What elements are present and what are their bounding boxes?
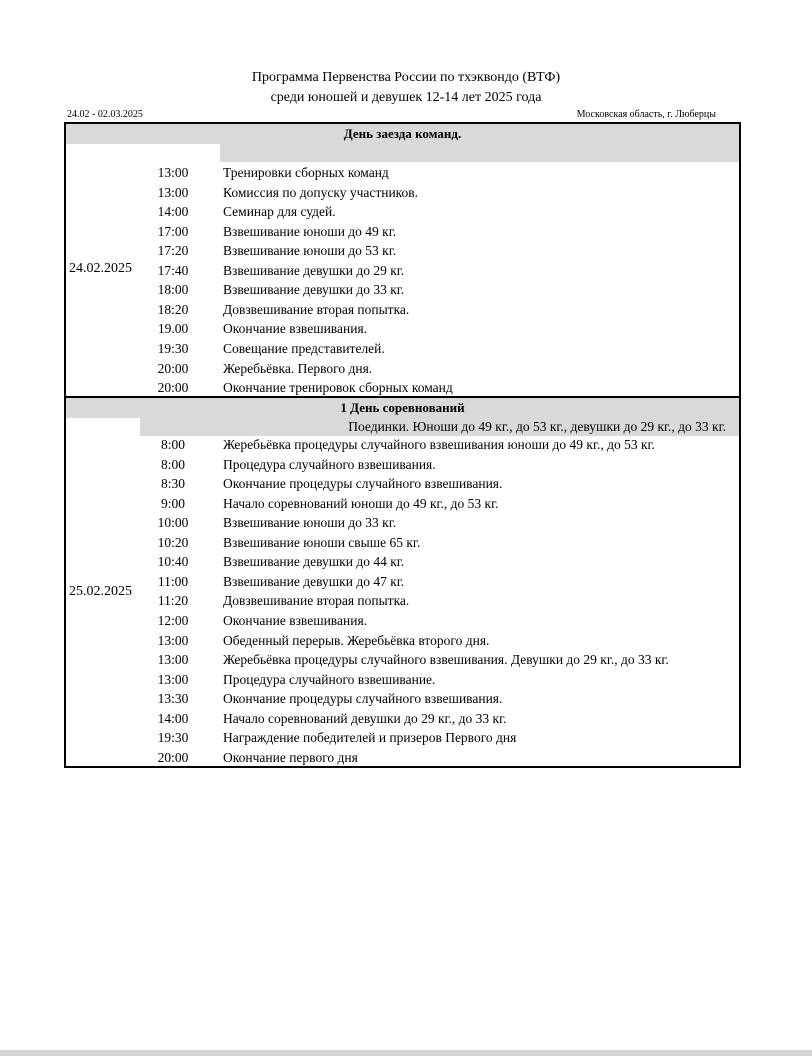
day2-subtitle: Поединки. Юноши до 49 кг., до 53 кг., девушки до 29 кг., до 33 кг. (348, 419, 726, 434)
event-description: Взвешивание юноши до 53 кг. (223, 243, 397, 259)
schedule-row (66, 476, 739, 496)
schedule-row (66, 652, 739, 672)
schedule-row (66, 633, 739, 653)
event-time: 18:20 (157, 301, 189, 317)
event-description: Совещание представителей. (223, 340, 385, 356)
event-description: Начало соревнований юноши до 49 кг., до 53 кг. (223, 495, 499, 511)
event-time: 14:00 (157, 204, 189, 220)
schedule-row (66, 263, 739, 283)
event-time: 8:00 (160, 456, 185, 472)
schedule-row (66, 243, 739, 263)
event-description: Взвешивание девушки до 44 кг. (223, 554, 405, 570)
event-time: 10:20 (157, 534, 189, 550)
event-description: Окончание взвешивания. (223, 321, 368, 337)
schedule-row (66, 204, 739, 224)
event-description: Окончание тренировок сборных команд (223, 380, 453, 396)
event-description: Обеденный перерыв. Жеребьёвка второго дня. (223, 632, 490, 648)
schedule-row (66, 613, 739, 633)
event-description: Довзвешивание вторая попытка. (223, 593, 410, 609)
event-time: 17:00 (157, 223, 189, 239)
schedule-row (66, 496, 739, 516)
schedule-row (66, 750, 739, 770)
event-time: 11:00 (157, 573, 189, 589)
schedule-row (66, 437, 739, 457)
schedule-row (66, 341, 739, 361)
schedule-row (66, 593, 739, 613)
schedule-row (66, 302, 739, 322)
event-time: 8:30 (160, 476, 185, 492)
event-description: Процедура случайного взвешивания. (223, 456, 436, 472)
event-location: Московская область, г. Люберцы (576, 109, 716, 120)
event-description: Комиссия по допуску участников. (223, 184, 419, 200)
event-description: Награждение победителей и призеров Первого дня (223, 730, 517, 746)
event-description: Семинар для судей. (223, 204, 336, 220)
schedule-row (66, 535, 739, 555)
event-time: 19.00 (157, 321, 189, 337)
event-description: Взвешивание девушки до 29 кг. (223, 262, 405, 278)
event-time: 13:30 (157, 691, 189, 707)
event-time: 13:00 (157, 184, 189, 200)
event-description: Окончание процедуры случайного взвешивания. (223, 476, 503, 492)
schedule-row (66, 321, 739, 341)
schedule-row (66, 185, 739, 205)
event-description: Окончание взвешивания. (223, 612, 368, 628)
day2-date: 25.02.2025 (69, 584, 132, 599)
event-description: Начало соревнований девушки до 29 кг., до 33 кг. (223, 710, 507, 726)
event-description: Жеребьёвка процедуры случайного взвешивания юноши до 49 кг., до 53 кг. (223, 437, 655, 452)
schedule-row (66, 691, 739, 711)
event-time: 19:30 (157, 730, 189, 746)
event-time: 20:00 (157, 360, 189, 376)
event-description: Взвешивание юноши до 49 кг. (223, 223, 397, 239)
event-description: Жеребьёвка процедуры случайного взвешивания. Девушки до 29 кг., до 33 кг. (223, 652, 669, 668)
event-description: Взвешивание девушки до 33 кг. (223, 282, 405, 298)
day1-subtitle-band (220, 144, 739, 162)
event-time: 8:00 (160, 437, 185, 452)
schedule-row (66, 574, 739, 594)
page-bottom-edge (0, 1050, 812, 1056)
event-time: 13:00 (157, 671, 189, 687)
event-time: 13:00 (157, 652, 189, 668)
schedule-row (66, 457, 739, 477)
day2-title: 1 День соревнований (340, 400, 465, 415)
event-dates: 24.02 - 02.03.2025 (67, 109, 143, 120)
event-description: Довзвешивание вторая попытка. (223, 301, 410, 317)
event-time: 20:00 (157, 380, 189, 396)
event-description: Окончание процедуры случайного взвешивания. (223, 691, 503, 707)
schedule-row (66, 282, 739, 302)
schedule-row (66, 361, 739, 381)
schedule-row (66, 224, 739, 244)
event-time: 17:20 (157, 243, 189, 259)
day1-title: День заезда команд. (343, 126, 462, 141)
event-time: 17:40 (157, 262, 189, 278)
schedule-row (66, 515, 739, 535)
event-description: Процедура случайного взвешивание. (223, 671, 436, 687)
event-time: 13:00 (157, 165, 189, 180)
schedule-row (66, 730, 739, 750)
event-time: 9:00 (160, 495, 185, 511)
event-time: 11:20 (157, 593, 189, 609)
schedule-row (66, 711, 739, 731)
event-time: 13:00 (157, 632, 189, 648)
event-description: Взвешивание девушки до 47 кг. (223, 573, 405, 589)
event-time: 19:30 (157, 340, 189, 356)
document-title-line1: Программа Первенства России по тхэквондо (ВТФ) (251, 70, 561, 85)
event-description: Окончание первого дня (223, 749, 358, 765)
day1-date: 24.02.2025 (69, 261, 132, 276)
event-time: 18:00 (157, 282, 189, 298)
schedule-row (66, 672, 739, 692)
event-time: 14:00 (157, 710, 189, 726)
schedule-row (66, 165, 739, 185)
event-time: 20:00 (157, 749, 189, 765)
event-time: 10:00 (157, 515, 189, 531)
event-time: 12:00 (157, 612, 189, 628)
event-description: Тренировки сборных команд (223, 165, 389, 180)
schedule-row (66, 554, 739, 574)
schedule-table (64, 122, 741, 768)
event-time: 10:40 (157, 554, 189, 570)
event-description: Взвешивание юноши до 33 кг. (223, 515, 397, 531)
event-description: Жеребьёвка. Первого дня. (223, 360, 373, 376)
document-title-line2: среди юношей и девушек 12-14 лет 2025 года (270, 90, 542, 105)
event-description: Взвешивание юноши свыше 65 кг. (223, 534, 421, 550)
